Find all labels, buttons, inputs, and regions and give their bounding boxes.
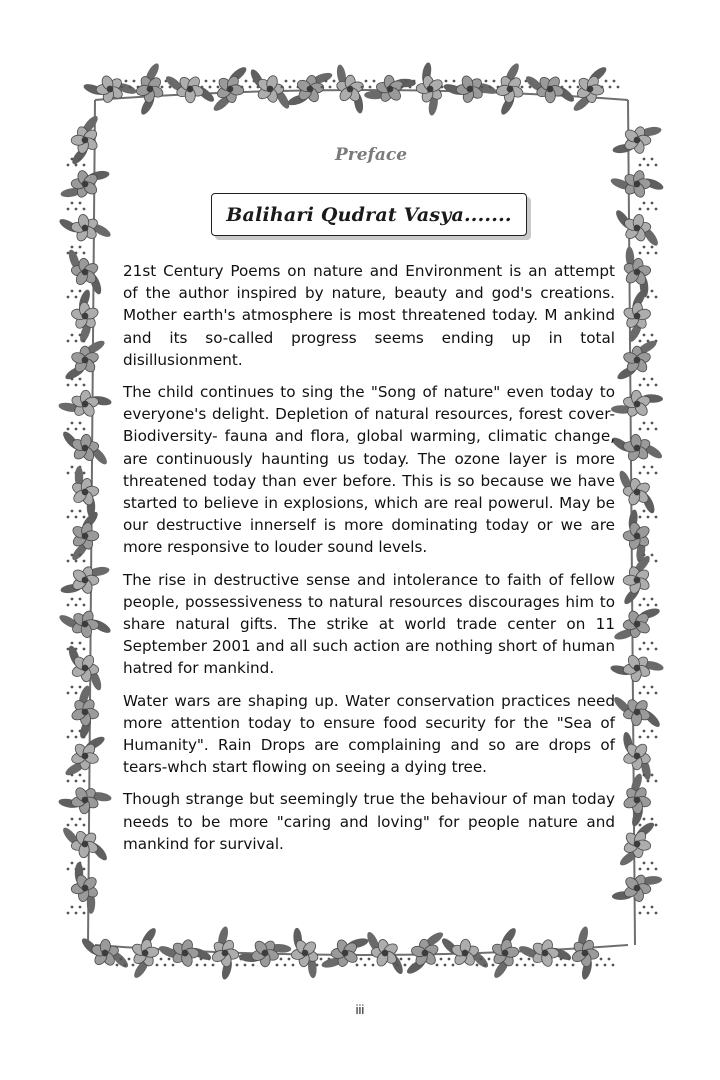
flower-ornament xyxy=(285,64,335,114)
flower-ornament xyxy=(616,338,659,381)
flower-ornament xyxy=(78,927,131,980)
preface-body xyxy=(123,260,615,865)
flower-ornament xyxy=(361,930,408,977)
flower-ornament xyxy=(607,286,666,346)
flower-ornament xyxy=(60,423,110,473)
flower-ornament xyxy=(55,770,116,831)
page-number: iii xyxy=(355,1002,365,1017)
flower-ornament xyxy=(55,286,116,347)
flower-ornament xyxy=(608,419,666,477)
flower-ornament xyxy=(612,598,663,649)
flower-ornament xyxy=(606,637,667,698)
flower-ornament xyxy=(607,770,668,831)
paragraph-1: 21st Century Poems on nature and Environment is an attempt of the author inspired by nature, beauty and god's creations. Mother earth's atmosphere is most threatened today. M ankind and its so-called progress seems ending up in total disillusionment. xyxy=(123,262,615,369)
paragraph-4: Water wars are shaping up. Water conservation practices need more attention today to ensure food security for the "Sea of Humanity". Rain Drops are complaining and so are drops of tears-whch start flowing on seeing a dying tree. xyxy=(123,691,615,777)
flower-ornament xyxy=(613,819,662,868)
flower-ornament xyxy=(55,374,116,435)
book-title: Balihari Qudrat Vasya....... xyxy=(226,203,512,226)
flower-ornament xyxy=(80,59,141,120)
flower-ornament xyxy=(60,643,110,693)
flower-ornament xyxy=(361,59,420,118)
flower-ornament xyxy=(55,595,114,654)
paragraph-3: The rise in destructive sense and intolerance to faith of fellow people, possessiveness to natural resources discourages him to share natural gifts. The strike at world trade center on 11 September 2001 and all such action are nothing short of human hatred for mankind. xyxy=(123,570,615,678)
flower-ornament xyxy=(55,682,116,743)
flower-ornament xyxy=(440,59,501,120)
flower-ornament xyxy=(515,923,575,983)
flower-ornament xyxy=(55,199,114,258)
flower-ornament xyxy=(319,926,372,979)
flower-ornament xyxy=(60,247,110,297)
flower-ornament xyxy=(608,243,666,301)
flower-ornament xyxy=(205,64,255,114)
flower-ornament xyxy=(55,463,114,522)
flower-ornament xyxy=(64,338,107,381)
preface-heading: Preface xyxy=(334,145,408,165)
title-box xyxy=(211,193,527,236)
flower-ornament xyxy=(607,506,668,567)
paragraph-2: The child continues to sing the "Song of nature" even today to everyone's delight. Depletion of natural resources, forest cover-Biodiversity- fauna and flora, global warming, climatic change, are continuously haunting us today. The ozone layer is more threatened today than ever before. This is so because we have started to believe in explosions, which are real powerul. May be our destructive innerself is more dominating today or we are more responsive to louder sound levels. xyxy=(123,383,615,557)
flower-ornament xyxy=(565,64,615,114)
flower-ornament xyxy=(155,923,215,983)
flower-ornament xyxy=(60,819,110,869)
flower-ornament xyxy=(613,468,661,515)
flower-ornament xyxy=(55,859,114,918)
flower-ornament xyxy=(402,929,449,976)
flower-ornament xyxy=(607,374,666,434)
flower-ornament xyxy=(248,68,291,111)
flower-ornament xyxy=(322,61,378,116)
flower-ornament xyxy=(64,734,107,777)
flower-ornament xyxy=(162,61,218,116)
flower-ornament xyxy=(276,924,334,981)
paragraph-5: Though strange but seemingly true the behaviour of man today needs to be more "caring and loving" for people nature and mankind for survival. xyxy=(123,790,615,853)
flower-ornament xyxy=(613,204,661,251)
flower-ornament xyxy=(522,61,578,116)
